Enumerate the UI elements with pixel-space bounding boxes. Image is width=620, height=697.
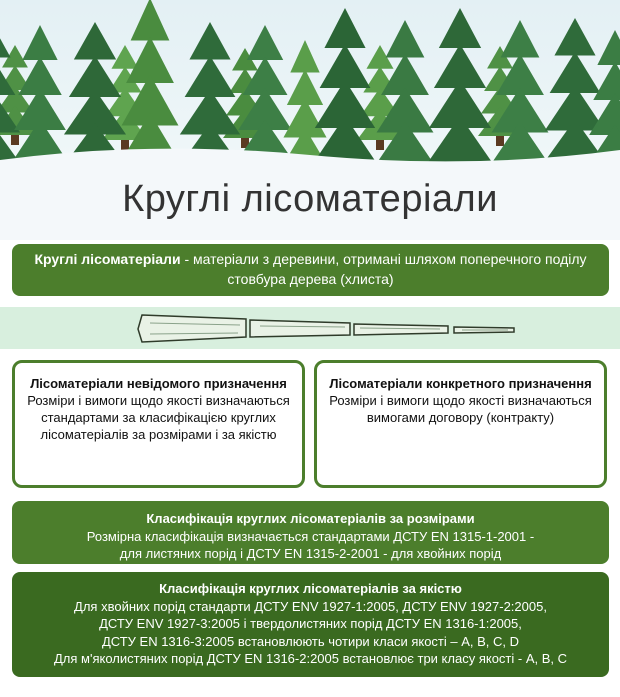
definition-text: - матеріали з деревини, отримані шляхом поперечного поділу стовбура дерева (хлиста)	[180, 251, 587, 287]
size-classification-line: Розмірна класифікація визначається стандартами ДСТУ EN 1315-1-2001 -	[86, 528, 535, 544]
size-classification-title: Класифікація круглих лісоматеріалів за розмірами	[146, 511, 475, 526]
page-title: Круглі лісоматеріали	[122, 178, 498, 220]
fir-tree-icon	[310, 8, 380, 178]
card-specific-purpose	[314, 360, 607, 488]
fir-tree-icon	[357, 45, 403, 150]
size-classification-line: для листяних порід і ДСТУ EN 1315-2-2001 - для хвойних порід	[119, 546, 502, 561]
card-title: Лісоматеріали невідомого призначення	[30, 376, 287, 391]
card-text: Розміри і вимоги щодо якості визначаються вимогами договору (контракту)	[329, 393, 592, 425]
card-unknown-purpose	[12, 360, 305, 488]
size-classification-box	[12, 501, 609, 564]
quality-classification-line: ДСТУ ENV 1927-3:2005 і твердолистяних порід ДСТУ EN 1316-1:2005,	[99, 616, 522, 631]
log-sections-illustration	[0, 307, 620, 349]
quality-classification-box	[12, 572, 609, 677]
card-title: Лісоматеріали конкретного призначення	[329, 376, 592, 391]
quality-classification-line: Для хвойних порід стандарти ДСТУ ENV 1927-1:2005, ДСТУ ENV 1927-2:2005,	[74, 598, 547, 614]
quality-classification-line: Для м'яколистяних порід ДСТУ EN 1316-2:2005 встановлює три класу якості - A, B, C	[53, 651, 567, 666]
log-illustration-band	[0, 307, 620, 349]
definition-term: Круглі лісоматеріали	[34, 251, 181, 267]
definition-box	[12, 244, 609, 296]
quality-classification-title: Класифікація круглих лісоматеріалів за якістю	[159, 581, 462, 596]
quality-classification-line: ДСТУ EN 1316-3:2005 встановлюють чотири класи якості – A, B, C, D	[101, 633, 520, 649]
card-text: Розміри і вимоги щодо якості визначаються стандартами за класифікацією круглих лісоматеріалів за розмірами і за якістю	[27, 393, 290, 442]
fir-tree-icon	[424, 8, 496, 178]
